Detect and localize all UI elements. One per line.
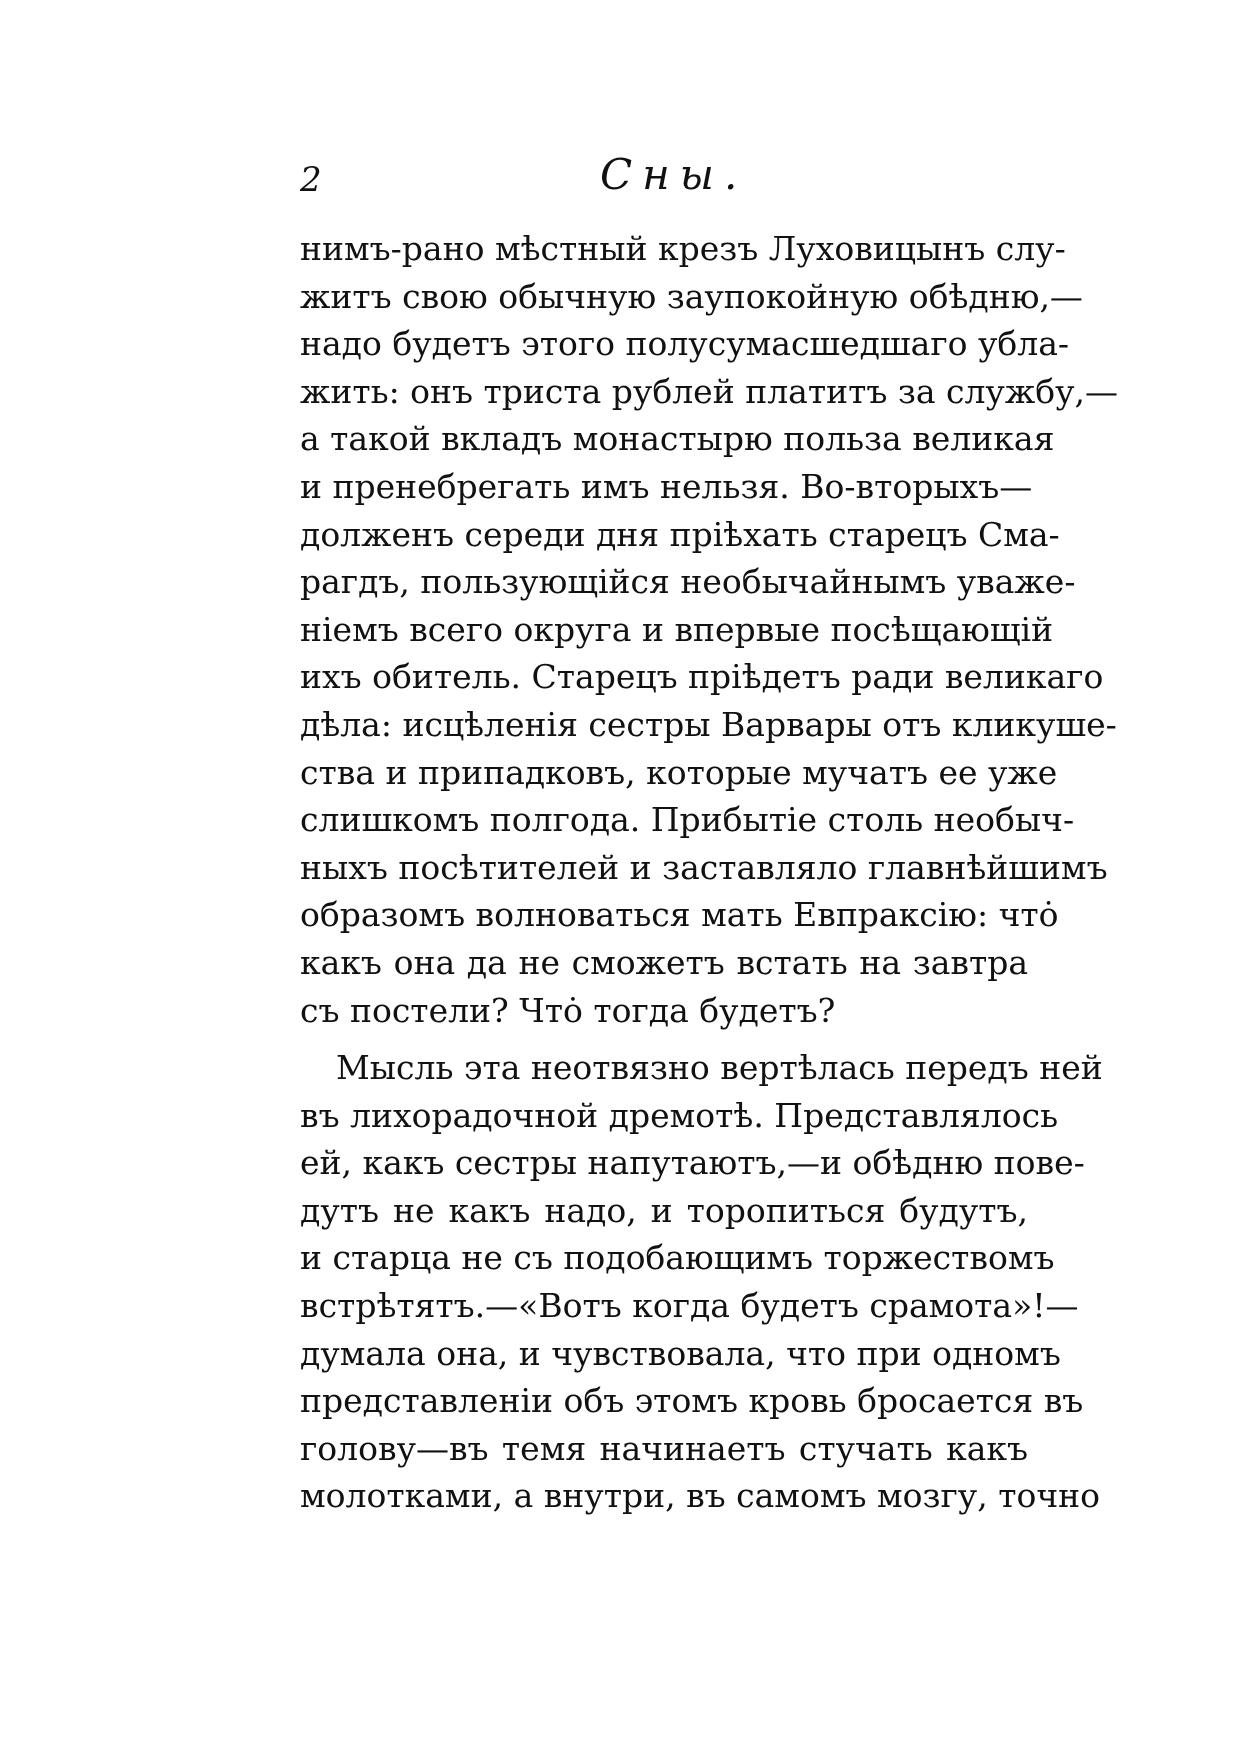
body-text [300, 225, 1118, 1520]
text-line: молотками, а внутри, въ самомъ мозгу, точно [300, 1476, 1101, 1516]
text-line: а такой вкладъ монастырю польза великая [300, 419, 1055, 459]
text-line: представленіи объ этомъ кровь бросается въ [300, 1381, 1084, 1421]
text-line: нимъ-рано мѣстный крезъ Луховицынъ слу- [300, 229, 1066, 268]
page-number: 2 [300, 160, 322, 200]
text-line: съ постели? Чтȯ тогда будетъ? [300, 990, 836, 1030]
paragraph-2 [300, 1044, 1103, 1520]
text-line: Мысль эта неотвязно вертѣлась передъ ней [336, 1048, 1103, 1088]
text-line: жить: онъ триста рублей платитъ за службу,— [300, 371, 1118, 411]
text-line: ихъ обитель. Старецъ пріѣдетъ ради великаго [300, 657, 1104, 697]
text-line: въ лихорадочной дремотѣ. Представлялось [300, 1095, 1059, 1135]
text-line: ей, какъ сестры напутаютъ,—и обѣдню пове- [300, 1143, 1085, 1183]
text-line: думала она, и чувствовала, что при одномъ [300, 1333, 1061, 1373]
text-line: слишкомъ полгода. Прибытіе столь необыч- [300, 800, 1075, 840]
paragraph-gap [300, 1034, 1028, 1044]
text-line: дутъ не какъ надо, и торопиться будутъ, [300, 1190, 1028, 1230]
text-line: долженъ середи дня пріѣхать старецъ Сма- [300, 514, 1060, 554]
text-line: и старца не съ подобающимъ торжествомъ [300, 1238, 1055, 1278]
text-line: житъ свою обычную заупокойную обѣдню,— [300, 276, 1083, 316]
text-line: ныхъ посѣтителей и заставляло главнѣйшимъ [300, 847, 1108, 887]
text-line: надо будетъ этого полусумасшедшаго убла- [300, 324, 1070, 364]
page-title: Сны. [600, 150, 748, 199]
text-line: голову—въ темя начинаетъ стучать какъ [300, 1428, 1028, 1468]
text-line: ства и припадковъ, которые мучатъ ее уже [300, 752, 1058, 792]
text-line: какъ она да не сможетъ встать на завтра [300, 942, 1028, 982]
text-line: дѣла: исцѣленія сестры Варвары отъ кликуше- [300, 704, 1117, 744]
running-head [300, 150, 1032, 210]
text-line: образомъ волноваться мать Евпраксію: чтȯ [300, 895, 1059, 935]
text-line: рагдъ, пользующійся необычайнымъ уваже- [300, 562, 1076, 602]
paragraph-1 [300, 225, 1118, 1034]
text-line: ніемъ всего округа и впервые посѣщающій [300, 609, 1054, 649]
text-line: встрѣтятъ.—«Вотъ когда будетъ срамота»!— [300, 1286, 1079, 1326]
text-line: и пренебрегать имъ нельзя. Во-вторыхъ— [300, 466, 1033, 506]
